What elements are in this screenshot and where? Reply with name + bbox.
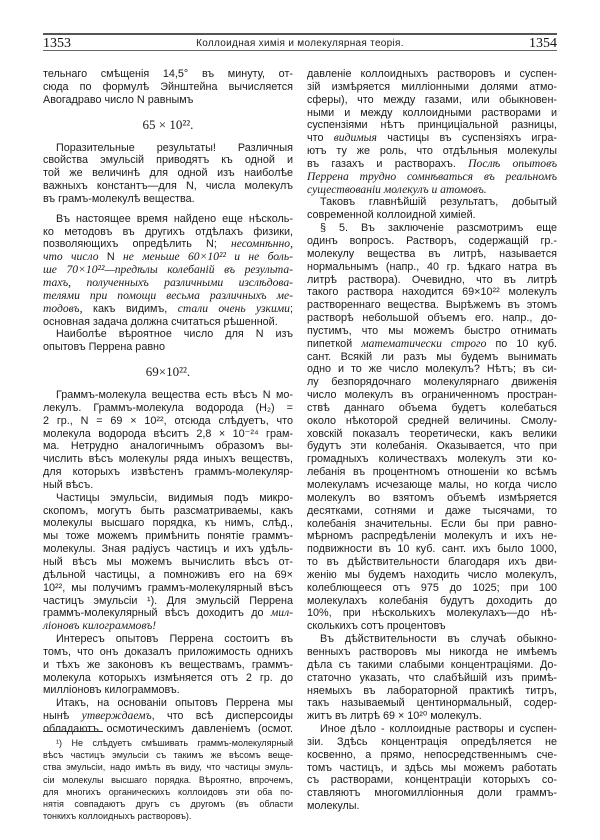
text: милліоновъ килограммовъ. [43, 684, 180, 697]
text: 10%, при нѣсколькихъ молекулахъ—до нѣ- [307, 607, 557, 620]
italic-text: тахъ, полученныхъ различными изслѣдова- [43, 275, 293, 289]
text: дѣла съ такими слабыми концентраціями. До- [307, 658, 557, 671]
text: ма. Нетрудно аналогичнымъ образомъ вы- [43, 440, 293, 453]
text: молекула водорода вѣситъ 2,8 × 10⁻²⁴ грам- [43, 427, 293, 440]
text: ко методовъ въ другихъ отдѣлахъ физики, [43, 225, 293, 238]
text-line [307, 723, 557, 736]
paragraph [43, 68, 293, 107]
text: молекулы высшаго порядка, къ нимъ, слѣд., [43, 517, 293, 530]
paragraph [43, 213, 293, 329]
text-line [307, 94, 557, 107]
text: растворѣ небольшой объемъ его. напр., до- [307, 312, 557, 325]
text: основная задача должна считаться рѣшенной. [43, 315, 278, 328]
italic-text: Перрена трудно сомнѣваться въ реальномъ [307, 169, 557, 183]
text-line [307, 646, 557, 659]
text: раствореннаго вещества. Вырѣжемъ въ этомъ [307, 299, 557, 312]
paragraph [43, 328, 293, 354]
text-line [307, 299, 557, 312]
text-line [43, 556, 293, 569]
text-line [307, 261, 557, 274]
text-line [307, 569, 557, 582]
text-line [43, 389, 293, 402]
text: позволяющихъ опредѣлить N; [43, 238, 231, 251]
text-line [307, 376, 557, 389]
text-line [43, 466, 293, 479]
text-line [43, 737, 293, 749]
text: Въ дѣйствительности въ случаѣ обыкно- [320, 633, 557, 646]
text: молекулахъ колебанія будутъ доходить до [307, 594, 557, 607]
text-line [43, 440, 293, 453]
text: сферы), что между газами, или обыкновен- [307, 93, 557, 106]
text: литрѣ раствора). Очевидно, что въ литрѣ [307, 273, 557, 286]
text: сколькихъ сотъ процентовъ [307, 620, 446, 633]
text: § 5. Въ заключеніе разсмотримъ еще [320, 222, 557, 235]
paragraph [43, 142, 293, 206]
text: ствѣ даннаго объема будетъ колебаться [307, 401, 557, 414]
text: лекулъ. Граммъ-молекула водорода (H₂) = [43, 401, 293, 414]
text-line [307, 530, 557, 543]
text-line [307, 518, 557, 531]
text: какъ видимъ, [82, 302, 178, 315]
text-line [307, 440, 557, 453]
text: лу безпорядочнаго молекулярнаго движенія [307, 376, 557, 389]
text-line [43, 595, 293, 608]
italic-text: существованіи молекулъ и атомовъ. [307, 182, 487, 196]
text-line [43, 582, 293, 595]
text-line [307, 479, 557, 492]
text-line [307, 672, 557, 685]
text-line [307, 595, 557, 608]
text: , что всѣ дисперсоиды [151, 710, 293, 723]
text: по 10 куб. [486, 337, 557, 350]
text-line [43, 415, 293, 428]
text-line [307, 184, 557, 197]
text: нормальнымъ (напр., 40 гр. ѣдкаго натра въ [307, 260, 557, 273]
text: Въ настоящее время найдено еще нѣсколь- [56, 212, 293, 225]
text-line [43, 505, 293, 518]
text: одно и то же число молекулъ? Нѣтъ; въ си- [307, 363, 557, 376]
text: нынѣ [43, 710, 82, 723]
text-line [307, 582, 557, 595]
text: пустимъ, что мы можемъ быстро отнимать [307, 324, 557, 337]
text: молекулу вещества въ литрѣ, называется [307, 247, 557, 260]
text: Итакъ, на основаніи опытовъ Перрена мы [56, 697, 293, 710]
text: подвижности въ 10 куб. сант. ихъ было 1000, [307, 543, 557, 556]
text: колебанія значительны. Если бы при равно- [307, 517, 557, 530]
text-line [307, 107, 557, 120]
text: Поразительные результаты! Различныя [56, 141, 293, 154]
text-line [43, 213, 293, 226]
text: пипеткой [307, 337, 362, 350]
header-rule-top [43, 33, 557, 35]
text-line [43, 620, 293, 633]
text-line [307, 222, 557, 235]
text-line [307, 633, 557, 646]
text: той же величинѣ для одной изъ наиболѣе [43, 167, 293, 180]
italic-text: несомнѣнно, [230, 237, 293, 251]
italic-text: ше 70×10²²—предѣлы колебаній въ результа- [43, 263, 293, 277]
text: такъ называемый центинормальный, содер- [307, 697, 557, 710]
text: дѣльной частицы, а помноживъ его на 69× [43, 568, 293, 581]
text: молекулы. [307, 800, 360, 813]
text-line [43, 303, 293, 316]
text-line [307, 415, 557, 428]
text: около нѣкоторой средней величины. Смолу- [307, 414, 557, 427]
text-line [307, 428, 557, 441]
text-line [43, 530, 293, 543]
text: граммъ-молекулярный вѣсъ доходитъ до [43, 607, 271, 620]
text-line [43, 81, 293, 94]
text: суспензіями нѣтъ принциціальной разницы, [307, 119, 557, 132]
text: колеблющееся отъ 975 до 1025; при 100 [307, 581, 557, 594]
text: давленіе коллоидныхъ растворовъ и суспен- [307, 68, 557, 80]
text: мы тоже можемъ примѣнить понятіе граммъ- [43, 530, 293, 543]
text: числить вѣсъ молекулы ряда иныхъ веществъ, [43, 453, 293, 466]
text-line [307, 338, 557, 351]
text: житъ въ литрѣ 69 × 10²⁰ молекулъ. [307, 710, 482, 723]
paragraph [307, 196, 557, 222]
text-line [43, 659, 293, 672]
italic-text: телями при помощи весьма различныхъ ме- [43, 288, 293, 302]
text-line [43, 167, 293, 180]
footnote [43, 737, 293, 822]
text: ютъ ту же роль, что отдѣльныя молекулы [307, 145, 557, 158]
text-line [43, 453, 293, 466]
italic-text: Послѣ опытовъ [468, 156, 557, 170]
text-line [307, 774, 557, 787]
text: важныхъ константъ—для N, числа молекулъ [43, 180, 293, 193]
text-line [307, 697, 557, 710]
italic-text: видимыя [333, 131, 377, 145]
text: что [307, 132, 334, 145]
text: въ газахъ и растворахъ. [307, 157, 469, 170]
text: современной коллоидной химіей. [307, 209, 476, 222]
formula: 69×10²². [145, 364, 191, 380]
text-line [43, 154, 293, 167]
paragraph [43, 492, 293, 633]
text: 2 гр., N = 69 × 10²², отсюда слѣдуетъ, что [43, 414, 293, 427]
right-column [307, 68, 557, 813]
text: молекула которыхъ измѣняется отъ 2 гр. до [43, 671, 293, 684]
text-line [307, 209, 557, 222]
text-line [43, 402, 293, 415]
text-line [43, 517, 293, 530]
text: 10²², мы получимъ граммъ-молекулярный вѣсъ [43, 581, 293, 594]
text: томъ частицъ, и здѣсь мы можемъ работать [307, 761, 557, 774]
text: молекулы. Зная радіусъ частицъ и ихъ удѣль- [43, 543, 293, 556]
text: ными и между коллоидными растворами и [307, 106, 557, 119]
text: статочно указать, что слабѣйшій изъ примѣ- [307, 671, 557, 684]
text: то въ дѣйствительности благодаря ихъ дви- [307, 556, 557, 569]
header-rule-bottom [43, 50, 557, 51]
text: частицы въ суспензіяхъ игра- [376, 132, 557, 145]
text: ства эмульсіи, надо имѣть въ виду, что частицы эмуль- [43, 762, 293, 773]
text: венныхъ растворовъ мы никогда не имѣемъ [307, 645, 557, 658]
text-line [307, 710, 557, 723]
text: тельнаго смѣщенія 14,5° въ минуту, от- [43, 68, 293, 80]
text: сіи молекулы высшаго порядка. Вѣроятно, впрочемъ, [43, 774, 293, 785]
text: Авогадраво число N равнымъ [43, 93, 194, 106]
text-line [43, 142, 293, 155]
text: обладаютъ осмотическимъ давленіемъ (осмот. [43, 722, 293, 735]
text: и тѣхъ же законовъ къ веществамъ, граммъ- [43, 658, 293, 671]
text: для многихъ органическихъ коллоидовъ эти оба по- [43, 786, 293, 797]
text-line [43, 479, 293, 492]
paragraph [43, 389, 293, 492]
text: Частицы эмульсіи, видимыя подъ микро- [56, 491, 293, 504]
text-line [43, 543, 293, 556]
text-line [307, 389, 557, 402]
text: няемыхъ въ лабораторной практикѣ титръ, [307, 684, 557, 697]
text-line [43, 68, 293, 81]
text: томъ, что онъ доказалъ приложимость однихъ [43, 645, 293, 658]
text-line [307, 312, 557, 325]
text-line [307, 351, 557, 364]
text: Интересъ опытовъ Перрена состоитъ въ [56, 633, 293, 646]
text-line [307, 81, 557, 94]
text-line [43, 774, 293, 786]
italic-text: математически строго [361, 336, 487, 350]
italic-text: ліоновъ килограммовъ! [43, 619, 157, 633]
text-line [43, 786, 293, 798]
text: будутъ эти колебанія. Оказывается, что при [307, 440, 557, 453]
text: въ грамъ-молекулѣ вещества. [43, 192, 195, 205]
text-line [43, 251, 293, 264]
text: ховскій показалъ теоретически, какъ велики [307, 427, 557, 440]
text: нятія совпадаютъ другъ съ другомъ (въ области [43, 798, 293, 809]
italic-text: утверждаемъ [81, 709, 152, 723]
text-line [307, 736, 557, 749]
text-line [307, 235, 557, 248]
paragraph [307, 633, 557, 723]
text-line [307, 492, 557, 505]
text-line [307, 132, 557, 145]
formula: 65 × 10²². [142, 116, 194, 132]
text: зій измѣряется милліонными долями атмо- [307, 80, 557, 93]
text: N [106, 251, 115, 264]
text-line [307, 787, 557, 800]
text-line [43, 428, 293, 441]
text: сант. Всякій ли разъ мы будемъ вынимать [307, 350, 557, 363]
text-line [43, 341, 293, 354]
text-line [43, 672, 293, 685]
text-line [307, 286, 557, 299]
text: одинъ вопросъ. Растворъ, содержащій гр.- [307, 234, 557, 247]
text: громадныхъ количествахъ молекулъ эти ко- [307, 453, 557, 466]
paragraph [307, 723, 557, 813]
text: число молекулъ въ ограниченномъ простран- [307, 389, 557, 402]
text: скопомъ, могутъ быть разсматриваемы, какъ [43, 504, 293, 517]
text: съ растворами, концентраціи которыхъ со- [307, 774, 557, 787]
text: десятками, сотнями и даже тысячами, то [307, 504, 557, 517]
italic-text: стали очень узкими [177, 301, 290, 315]
text-line [307, 363, 557, 376]
italic-text: мил- [270, 606, 293, 620]
text-line [43, 723, 293, 736]
text-line [43, 569, 293, 582]
italic-text: не меньше 60×10²² и не боль- [114, 250, 294, 264]
paragraph [43, 633, 293, 697]
text: Таковъ главнѣйшій результатъ, добытый [320, 196, 557, 209]
text: Иное дѣло - коллоидные растворы и суспен- [320, 723, 557, 736]
text-line [43, 180, 293, 193]
text-line [307, 620, 557, 633]
text-line [307, 556, 557, 569]
text: косвенно, а прямо, непосредственнымъ сче- [307, 748, 557, 761]
text: молекуламъ исчезающе малы, но когда число [307, 479, 557, 491]
text-line [307, 685, 557, 698]
text-line [307, 543, 557, 556]
text: зіи. Здѣсь концентрація опредѣляется не [307, 735, 557, 748]
text: лебанія въ процентномъ отношеніи ко всѣмъ [307, 466, 557, 479]
text-line [307, 453, 557, 466]
text-line [43, 492, 293, 505]
text: сюда по формулѣ Эйнштейна вычисляется [43, 80, 293, 93]
text-line [307, 68, 557, 81]
page-number-right: 1354 [529, 36, 557, 51]
running-title: Коллоидная химія и молекулярная теорія. [196, 38, 404, 49]
text: опытовъ Перрена равно [43, 341, 166, 354]
text-line [43, 710, 293, 723]
text: ставляютъ многомилліонныя доли граммъ- [307, 787, 557, 800]
text: тонкихъ коллоидныхъ растворовъ). [43, 811, 192, 822]
paragraph [307, 68, 557, 196]
text: ный вѣсъ. [43, 478, 94, 491]
text-line [307, 762, 557, 775]
text-line [43, 646, 293, 659]
text: Граммъ-молекула вещества есть вѣсъ N мо- [56, 389, 293, 402]
text-line [307, 248, 557, 261]
text-line [43, 761, 293, 773]
text: свойства эмульсій приводятъ къ одной и [43, 154, 293, 167]
text-line [307, 274, 557, 287]
paragraph [307, 222, 557, 633]
text-line [43, 798, 293, 810]
text-line [43, 810, 293, 822]
text: молекулъ во взятомъ объемѣ измѣряется [307, 491, 557, 504]
text: для которыхъ извѣстенъ граммъ-молекуляр- [43, 466, 293, 479]
italic-text: что число [43, 250, 107, 264]
text: мѣрномъ распредѣленіи молекулъ и ихъ не- [307, 530, 557, 543]
text-line [307, 196, 557, 209]
text-line [307, 505, 557, 518]
text-line [43, 633, 293, 646]
page-number-left: 1353 [43, 36, 71, 51]
text: ный вѣсъ мы можемъ вычислить вѣсъ от- [43, 556, 293, 568]
text: ¹) Не слѣдуетъ смѣшивать граммъ-молекулярный [56, 738, 293, 748]
text: ; [289, 302, 293, 315]
text: Наиболѣе вѣроятное число для N изъ [56, 328, 293, 341]
text: такого раствора находится 69×10²² молекулъ [307, 286, 557, 299]
text-line [43, 94, 293, 107]
text: женію мы будемъ находить число молекулъ, [307, 568, 557, 581]
text-line [307, 659, 557, 672]
text-line [307, 466, 557, 479]
italic-text: тодовъ, [43, 301, 83, 315]
text-line [307, 607, 557, 620]
text-line [43, 697, 293, 710]
text-line [307, 749, 557, 762]
footnote-separator [43, 731, 103, 732]
text: частицъ эмульсіи ¹). Для эмульсій Перрена [43, 594, 293, 607]
text-line [307, 800, 557, 813]
text: вѣсъ частицъ эмульсіи съ такимъ же вѣсомъ веще- [43, 750, 293, 761]
text-line [43, 328, 293, 341]
left-column [43, 68, 293, 736]
text-line [307, 402, 557, 415]
text-line [43, 316, 293, 329]
text-line [43, 193, 293, 206]
text-line [43, 684, 293, 697]
text-line [43, 749, 293, 761]
